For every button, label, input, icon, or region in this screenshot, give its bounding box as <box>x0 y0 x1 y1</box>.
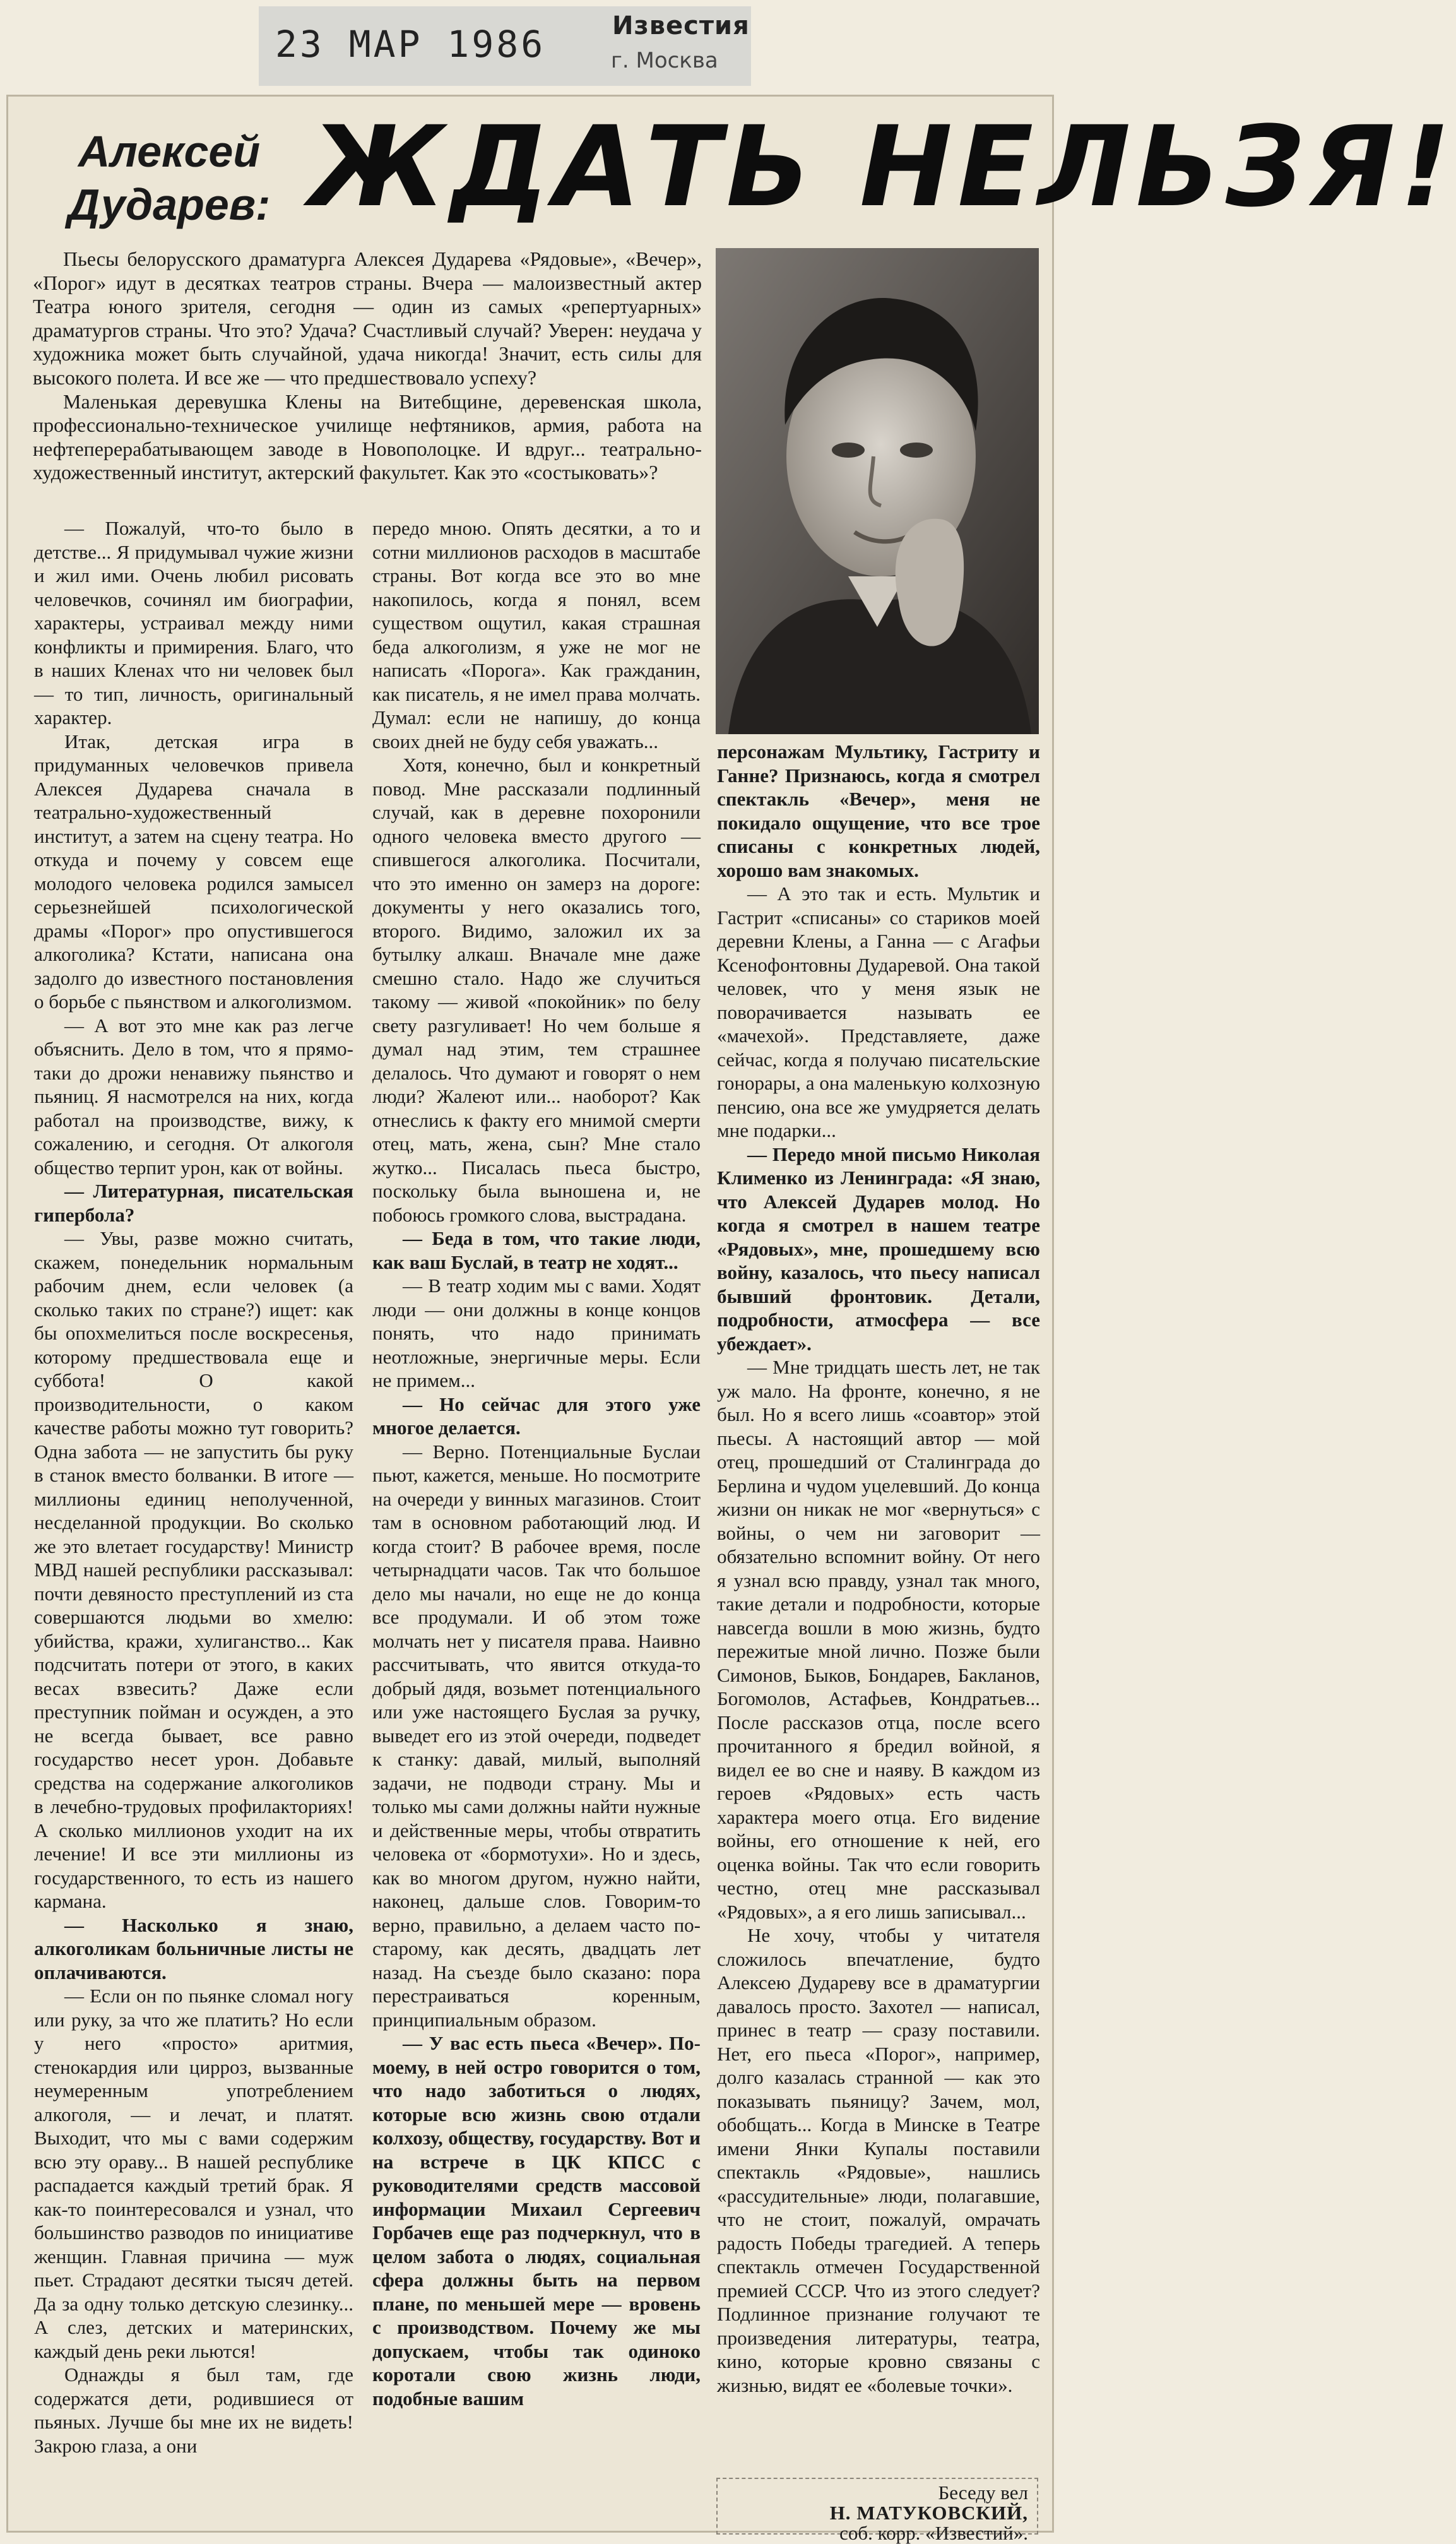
paragraph: Итак, детская игра в придуманных человечков привела Алексея Дударева сначала в театрально-художественный институт, а затем на сцену театра. Но откуда и почему у совсем еще молодого человека родился замысел серьезнейшей психологической драмы «Порог» про опустившегося алкоголика? Кстати, написана она задолго до известного постановления о борьбе с пьянством и алкоголизмом. <box>34 730 353 1013</box>
paragraph: — А это так и есть. Мультик и Гастрит «списаны» со стариков моей деревни Клены, а Ганна — с Агафьи Ксенофонтовны Дударевой. Она такой человек, что у меня язык не поворачивается называть ее «мачехой». Представляете, даже сейчас, когда я получаю писательские гонорары, а она маленькую колхозную пенсию, она все же умудряется делать мне подарки... <box>717 883 1040 1141</box>
paragraph: передо мною. Опять десятки, а то и сотни миллионов расходов в масштабе страны. Вот когда все это во мне накопилось, когда я понял, всем существом ощутил, какая страшная беда алкоголизм, я уже не мог не написать «Порога». Как гражданин, как писатель, я не имел права молчать. Думал: если не напишу, до конца своих дней не буду себя уважать... <box>372 517 701 752</box>
signature-block <box>716 2478 1038 2544</box>
signature-author: Н. МАТУКОВСКИЙ, <box>829 2502 1028 2524</box>
lead-paragraph <box>33 247 702 485</box>
paragraph: Однажды я был там, где содержатся дети, родившиеся от пьяных. Лучше бы мне их не видеть! Закрою глаза, а они <box>34 2363 353 2457</box>
interviewer-question: — Но сейчас для этого уже многое делается. <box>372 1393 701 1439</box>
article-column-1 <box>34 516 353 2458</box>
signature-line-3: соб. корр. «Известий». <box>839 2522 1028 2544</box>
interviewer-question: персонажам Мультику, Гастриту и Ганне? Признаюсь, когда я смотрел спектакль «Вечер», меня не покидало ощущение, что все трое списаны с конкретных людей, хорошо вам знакомых. <box>717 740 1040 881</box>
article-headline: ЖДАТЬ НЕЛЬЗЯ! <box>309 102 1456 232</box>
signature-line-1: Беседу вел <box>938 2482 1028 2504</box>
paragraph: — Мне тридцать шесть лет, не так уж мало. На фронте, конечно, я не был. Но я всего лишь «соавтор» этой пьесы. А настоящий автор — мой отец, прошедший от Сталинграда до Берлина и чудом уцелевший. До конца жизни он никак не мог «вернуться» с войны, о чем ни заговорит — обязательно вспомнит войну. От него я узнал всю правду, узнал так много, такие детали и подробности, которые навсегда вошли в мою жизнь, будто пережитые мной лично. Позже были Симонов, Быков, Бондарев, Бакланов, Богомолов, Астафьев, Кондратьев... После рассказов отца, после всего прочитанного я бредил войной, я видел ее во сне и наяву. В каждом из героев «Рядовых» есть часть характера моего отца. Его видение войны, его отношение к ней, его оценка войны. Так что если говорить честно, отец мне рассказывал «Рядовых», а я его лишь записывал... <box>717 1356 1040 1923</box>
archive-stamp <box>259 6 751 86</box>
author-byline: Алексей Дударев: <box>68 127 271 229</box>
paragraph: — Если он по пьянке сломал ногу или руку, за что же платить? Но если у него «просто» аритмия, стенокардия или цирроз, вызванные неумеренным употреблением алкоголя, — и лечат, и платят. Выходит, что мы с вами содержим всю эту ораву... В нашей республике распадается каждый третий брак. Я как-то поинтересовался и узнал, что большинство разводов по инициативе женщин. Главная причина — муж пьет. Страдают десятки тысяч детей. Да за одну только детскую слезинку... А слез, детских и материнских, каждый день реки льются! <box>34 1985 353 2362</box>
interviewer-question: — Передо мной письмо Николая Клименко из Ленинграда: «Я знаю, что Алексей Дударев молод. Но когда я смотрел в нашем театре «Рядовых», мне, прошедшему всю войну, казалось, что пьесу написал бывший фронтовик. Детали, подробности, атмосфера — все убеждает». <box>717 1143 1040 1355</box>
portrait-photo <box>716 248 1039 734</box>
paragraph: Хотя, конечно, был и конкретный повод. Мне рассказали подлинный случай, как в деревне похоронили одного человека вместо другого — спившегося алкоголика. Посчитали, что это именно он замерз на дороге: документы у него оказались того, второго. Видимо, заложил их за бутылку алкаш. Вначале мне даже смешно стало. Надо же случиться такому — живой «покойник» по белу свету разгуливает! Но чем больше я думал над этим, тем страшнее делалось. Что думают и говорят о нем люди? Жалеют или... наоборот? Как отнеслись к факту его мнимой смерти отец, мать, жена, сын? Мне стало жутко... Писалась пьеса быстро, поскольку была выношена и, не побоюсь громкого слова, выстрадана. <box>372 754 701 1226</box>
paragraph: — Пожалуй, что-то было в детстве... Я придумывал чужие жизни и жил ими. Очень любил рисовать человечков, сочинял им биографии, характеры, устраивал между ними конфликты и примирения. Благо, что в наших Кленах что ни человек был — то тип, личность, оригинальный характер. <box>34 517 353 728</box>
paragraph: — А вот это мне как раз легче объяснить. Дело в том, что я прямо-таки до дрожи ненавижу пьянство и пьяниц. Я насмотрелся на них, когда работал на производстве, вижу, к сожалению, и сегодня. От алкоголя общество терпит урон, как от войны. <box>34 1014 353 1179</box>
interviewer-question: — Насколько я знаю, алкоголикам больничные листы не оплачиваются. <box>34 1913 353 1983</box>
lead-paragraph-2: Маленькая деревушка Клены на Витебщине, деревенская школа, профессионально-техническое училище нефтяников, армия, работа на нефтеперерабатывающем заводе в Новополоцке. И вдруг... театрально-художественный институт, актерский факультет. Как это «состыковать»? <box>33 389 702 484</box>
article-column-2 <box>372 516 701 2410</box>
portrait-photo-icon <box>716 248 1039 734</box>
lead-paragraph-1: Пьесы белорусского драматурга Алексея Дударева «Рядовые», «Вечер», «Порог» идут в десятках театров страны. Вчера — малоизвестный актер Театра юного зрителя, сегодня — один из самых «репертуарных» драматургов страны. Что это? Удача? Счастливый случай? Уверен: неудача у художника может быть случайной, удача никогда! Значит, есть силы для высокого полета. И все же — что предшествовало успеху? <box>33 247 702 389</box>
interviewer-question: — У вас есть пьеса «Вечер». По-моему, в ней остро говорится о том, что надо заботиться о людях, которые всю жизнь свою отдали колхозу, обществу, государству. Вот и на встрече в ЦК КПСС с руководителями средств массовой информации Михаил Сергеевич Горбачев еще раз подчеркнул, что в целом забота о людях, социальная сфера должны быть на первом плане, по меньшей мере — вровень с производством. Почему же мы допускаем, чтобы так одиноко коротали свою жизнь люди, подобные вашим <box>372 2032 701 2410</box>
interviewer-question: — Литературная, писательская гипербола? <box>34 1180 353 1226</box>
interviewer-question: — Беда в том, что такие люди, как ваш Буслай, в театр не ходят... <box>372 1227 701 1273</box>
article-column-3 <box>717 740 1040 2397</box>
stamp-date: 23 MAP 1986 <box>275 23 546 66</box>
paragraph: — Верно. Потенциальные Буслаи пьют, кажется, меньше. Но посмотрите на очереди у винных магазинов. Стоит там в основном работающий люд. И когда стоит? В рабочее время, после четырнадцати часов. Так что большое дело мы начали, но еще не до конца все продумали. И об этом тоже молчать нет у писателя права. Наивно рассчитывать, что явится откуда-то добрый дядя, возьмет потенциального или уже настоящего Буслая за ручку, выведет его из этой очереди, подведет к станку: давай, милый, выполняй задачи, не подводи страну. Мы и только мы сами должны найти нужные и действенные меры, чтобы отвратить человека от «бормотухи». Но и здесь, как во многом другом, нужно найти, наконец, дальше слов. Говорим-то верно, правильно, а делаем часто по-старому, как десять, двадцать лет назад. На съезде было сказано: пора перестраиваться коренным, принципиальным образом. <box>372 1440 701 2031</box>
paragraph: Не хочу, чтобы у читателя сложилось впечатление, будто Алексею Дудареву все в драматургии давалось просто. Захотел — написал, принес в театр — сразу поставили. Нет, его пьеса «Порог», например, долго казалась странной — как это показывать пьяницу? Зачем, мол, обобщать... Когда в Минске в Театре имени Янки Купалы поставили спектакль «Рядовые», нашлись «рассудительные» люди, полагавшие, что не стоит, пожалуй, омрачать радость Победы трагедией. А теперь спектакль отмечен Государственной премией СССР. Что из этого следует? Подлинное признание голучают те произведения литературы, театра, кино, которые кровно связаны с жизнью, видят ее «болевые точки». <box>717 1924 1040 2396</box>
paragraph: — В театр ходим мы с вами. Ходят люди — они должны в конце концов понять, что надо принимать неотложные, энергичные меры. Если не примем... <box>372 1275 701 1391</box>
stamp-city: г. Москва <box>611 48 718 73</box>
stamp-newspaper-name: Известия <box>612 11 750 40</box>
paragraph: — Увы, разве можно считать, скажем, понедельник нормальным рабочим днем, если человек (а сколько таких по стране?) ищет: как бы опохмелиться после воскресенья, которому предшествовала еще и суббота! О какой производительности, о каком качестве работы можно тут говорить? Одна забота — не запустить бы руку в станок вместо болванки. В итоге — миллионы единиц неполученной, несделанной продукции. Во сколько же это влетает государству! Министр МВД нашей республики рассказывал: почти девяносто преступлений из ста совершаются людьми во хмелю: убийства, кражи, хулиганство... Как подсчитать потери от этого, в каких весах взвесить? Даже если преступник пойман и осужден, а это не всегда бывает, все равно государство несет урон. Добавьте средства на содержание алкоголиков в лечебно-трудовых профилакториях! А сколько миллионов уходит на их лечение! И все эти миллионы из государственного, то есть из нашего кармана. <box>34 1227 353 1912</box>
